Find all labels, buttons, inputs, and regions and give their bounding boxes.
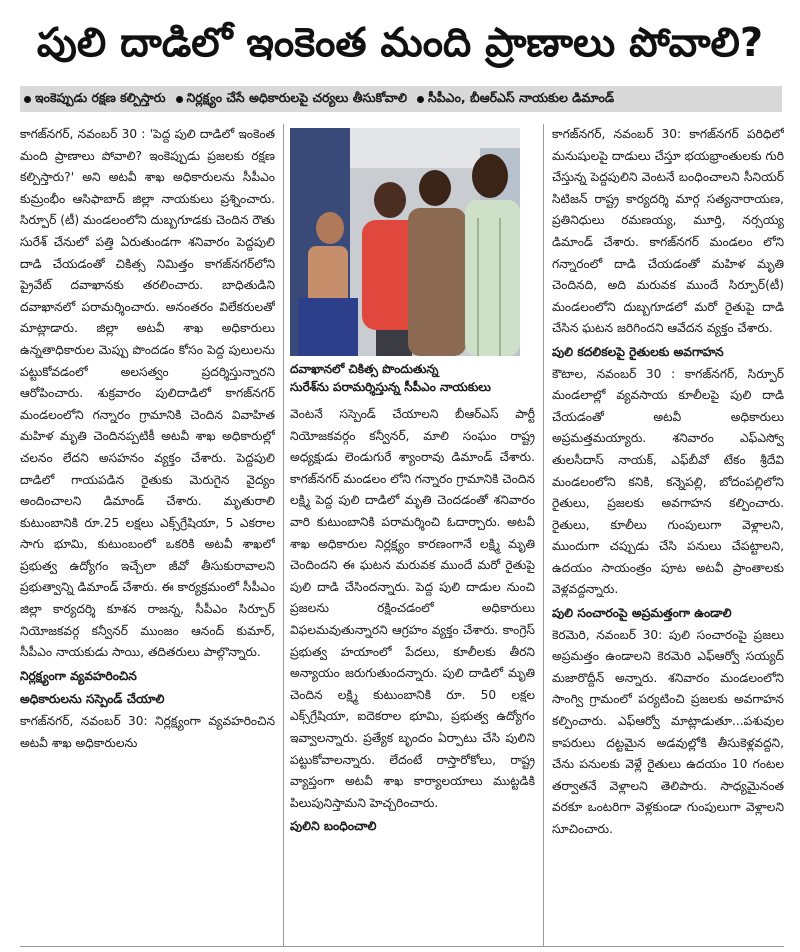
column-divider <box>283 124 284 946</box>
article-column-2 <box>290 404 535 946</box>
subheadline-text: ఇంకెప్పుడు రక్షణ కల్పిస్తారు <box>35 89 166 105</box>
section-subheading: పులి సంచారంపై అప్రమత్తంగా ఉండాలి <box>552 606 732 621</box>
article-paragraph: కాగజ్‌నగర్, నవంబర్ 30 : 'పెద్ద పులి దాడిలో ఇంకెంత మంది ప్రాణాలు పోవాలి? ఇంకెప్పుడు ప్రజలకు రక్షణ కల్పిస్తారు?' అని అటవీ శాఖ అధికారులను సీపీఎం కుమ్రంభీం ఆసిఫాబాద్ జిల్లా నాయకులు ప్రశ్నించారు. సిర్పూర్ (టీ) మండలంలోని దుబ్బగూడకు చెందిన రౌతు సురేశ్ చేనులో పత్తి ఏరుతుండగా శనివారం పెద్దపులి దాడి చేయడంతో చికిత్స నిమిత్తం కాగజ్‌నగర్‌లోని ప్రైవేట్ దవాఖానకు తరలించారు. బాధితుడిని దవాఖానలో పరామర్శించారు. అనంతరం విలేకరులతో మాట్లాడారు. జిల్లా అటవీ శాఖ అధికారులు ఉన్నతాధికారుల మెప్పు పొందడం కోసం పెద్ద పులులను పట్టుకోవడంలో అలసత్వం ప్రదర్శిస్తున్నారని ఆరోపించారు. శుక్రవారం పులిదాడిలో కాగజ్‌నగర్ మండలంలోని గన్నారం గ్రామానికి చెందిన వివాహిత మహిళ మృతి చెందినప్పటికీ అటవీ శాఖ అధికారుల్లో చలనం లేదని అసహనం వ్యక్తం చేశారు. పెద్దపులి దాడిలో గాయపడిన రైతుకు మెరుగైన వైద్యం అందించాలని డిమాండ్ చేశారు. మృతురాలి కుటుంబానికి రూ.25 లక్షలు ఎక్స్‌గ్రేషియా, 5 ఎకరాల సాగు భూమి, కుటుంబంలో ఒకరికి అటవీ శాఖలో ప్రభుత్వ ఉద్యోగం ఇచ్చేలా జీవో తీసుకురావాలని ప్రభుత్వాన్ని డిమాండ్ చేశారు. ఈ కార్యక్రమంలో సీపీఎం జిల్లా కార్యదర్శి కూశన రాజన్న, సీపీఎం సిర్పూర్ నియోజకవర్గ కన్వీనర్ ముంజం ఆనంద్ కుమార్, సీపీఎం నాయకుడు సాయి, తదితరులు పాల్గొన్నారు. <box>20 127 275 660</box>
section-subheading: పులిని బంధించాలి <box>290 819 377 834</box>
bullet-icon <box>417 96 424 103</box>
headline: పులి దాడిలో ఇంకెంత మంది ప్రాణాలు పోవాలి? <box>36 20 764 66</box>
subheadline-item <box>176 90 407 109</box>
bottom-rule <box>20 946 784 947</box>
photo-caption <box>290 360 535 400</box>
section-subheading: నిర్లక్ష్యంగా వ్యవహరించిన <box>20 668 137 683</box>
article-column-3 <box>552 124 784 946</box>
article-paragraph: కౌటాల, నవంబర్ 30 : కాగజ్‌నగర్, సిర్పూర్ మండలాల్లో వ్యవసాయ కూలీలపై పులి దాడి చేయడంతో అటవీ అధికారులు అప్రమత్తమయ్యారు. శనివారం ఎఫ్ఎస్వో తులసీదాస్ నాయక్, ఎఫ్‌బీవో టేకం శ్రీదేవి మండలంలోని కనికి, కన్నెపల్లి, బోదంపల్లిలోని రైతులు, ప్రజలకు అవగాహన కల్పించారు. రైతులు, కూలీలు గుంపులుగా వెళ్లాలని, ముందుగా చప్పుడు చేసి పనులు చేపట్టాలని, ఉదయం సాయంత్రం పూట అటవీ ప్రాంతాలకు వెళ్లవద్దన్నారు. <box>552 366 784 597</box>
caption-line: సురేశ్‌ను పరామర్శిస్తున్న సీపీఎం నాయకులు <box>290 380 491 394</box>
subheadline-item <box>417 90 614 109</box>
article-paragraph: కెరమెరి, నవంబర్ 30: పులి సంచారంపై ప్రజలు అప్రమత్తం ఉండాలని కెరమెరి ఎఫ్ఆర్వో సయ్యద్ మజారొద్దీన్ అన్నారు. శనివారం మండలంలోని సాంగ్వి గ్రామంలో పర్యటించి ప్రజలకు అవగాహన కల్పించారు. ఎఫ్ఆర్వో మాట్లాడుతూ...పశువుల కాపరులు దట్టమైన అడవుల్లోకి తీసుకెళ్లవద్దని, చేను పనులకు వెళ్లే రైతులు ఉదయం 10 గంటల తర్వాతనే వెళ్లాలని తెలిపారు. సాధ్యమైనంత వరకూ ఒంటరిగా వెళ్లకుండా గుంపులుగా వెళ్లాలని సూచించారు. <box>552 627 784 836</box>
section-subheading: పులి కదలికలపై రైతులకు అవగాహన <box>552 344 724 359</box>
article-paragraph: కాగజ్‌నగర్, నవంబర్ 30: కాగజ్‌నగర్ పరిధిలో మనుషులపై దాడులు చేస్తూ భయభ్రాంతులకు గురి చేస్తున్న పెద్దపులిని వెంటనే బంధించాలని సీనియర్ సిటిజన్ రాష్ట్ర కార్యదర్శి మార్గ సత్యనారాయణ, ప్రతినిధులు రమణయ్య, మూర్తి, నర్సయ్య డిమాండ్ చేశారు. కాగజ్‌నగర్ మండలం లోని గన్నారంలో దాడి చేయడంతో మహిళ మృతి చెందినది, అది మరువక ముందే సిర్పూర్(టీ) మండలంలోని దుబ్బగూడలో మరో రైతుపై దాడి చేసిన ఘటన జరిగిందని ఆవేదన వ్యక్తం చేశారు. <box>552 127 784 336</box>
article-column-1 <box>20 124 275 946</box>
bullet-icon <box>176 96 183 103</box>
subheadline-text: నిర్లక్ష్యం చేసే అధికారులపై చర్యలు తీసుకోవాలి <box>186 89 408 105</box>
article-paragraph: కాగజ్‌నగర్, నవంబర్ 30: నిర్లక్ష్యంగా వ్యవహరించిన అటవీ శాఖ అధికారులను <box>20 714 275 750</box>
subheadline-item <box>24 90 166 109</box>
subheadline-bar <box>20 86 782 112</box>
subheadline-text: సీపీఎం, బీఆర్ఎస్ నాయకుల డిమాండ్ <box>428 89 615 105</box>
bullet-icon <box>24 96 31 103</box>
news-photo <box>290 128 520 356</box>
column-divider <box>543 124 544 946</box>
section-subheading: అధికారులను సస్పెండ్ చేయాలి <box>20 692 165 707</box>
hospital-visit-photo-icon <box>290 128 520 356</box>
article-paragraph: వెంటనే సస్పెండ్ చేయాలని బీఆర్ఎస్ పార్టీ నియోజకవర్గం కన్వీనర్, మాలి సంఘం రాష్ట్ర అధ్యక్షుడు లెండుగురే శ్యాంరావు డిమాండ్ చేశారు. కాగజ్‌నగర్ మండలం లోని గన్నారం గ్రామానికి చెందిన లక్ష్మి పెద్ద పులి దాడిలో మృతి చెందడంతో శనివారం వారి కుటుంబానికి పరామర్శించి ఓదార్చారు. అటవీ శాఖ అధికారుల నిర్లక్ష్యం కారణంగానే లక్ష్మి మృతి చెందిందని ఈ ఘటన మరువక ముందే మరో రైతుపై పులి దాడి చేసిందన్నారు. పెద్ద పులి దాడుల నుంచి ప్రజలను రక్షించడంలో అధికారులు విఫలమవుతున్నారని ఆగ్రహం వ్యక్తం చేశారు. కాంగ్రెస్ ప్రభుత్వ హయాంలో పేదలు, కూలీలకు తీరని అన్యాయం జరుగుతుందన్నారు. పులి దాడిలో మృతి చెందిన లక్ష్మి కుటుంబానికి రూ. 50 లక్షల ఎక్స్‌గ్రేషియా, ఐదెకరాల భూమి, ప్రభుత్వ ఉద్యోగం ఇవ్వాలన్నారు. ప్రత్యేక బృందం ఏర్పాటు చేసి పులిని పట్టుకోవాలన్నారు. లేదంటే రాస్తారోకోలు, రాష్ట్ర వ్యాప్తంగా అటవీ శాఖ కార్యాలయాలు ముట్టడికి పిలుపునిస్తామని హెచ్చరించారు. <box>290 407 535 810</box>
caption-line: దవాఖానలో చికిత్స పొందుతున్న <box>290 362 439 376</box>
